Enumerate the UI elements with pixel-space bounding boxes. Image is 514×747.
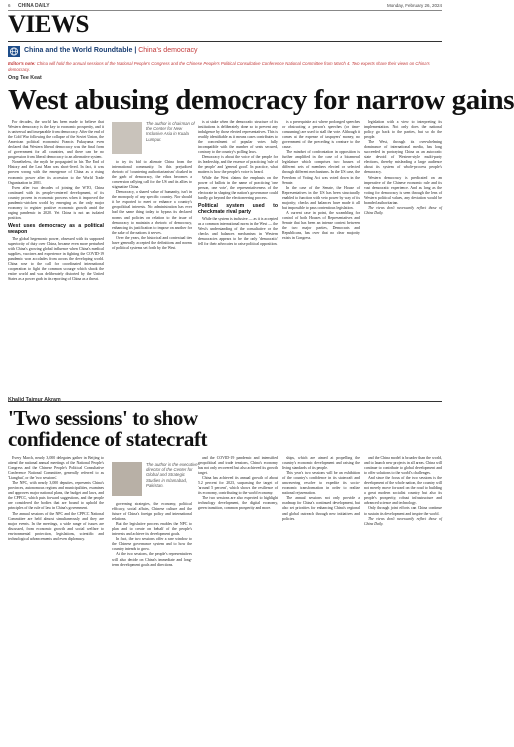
- roundtable-title: China and the World Roundtable | China's democracy: [24, 47, 198, 54]
- paragraph: Nonetheless, the myth he propagated in his The End of History and the Last Man was short-lived. In fact, it was proven wrong with the emergence of China as a rising economic power after its accession to the World Trade Organization in 2001.: [8, 160, 104, 185]
- article1-author-note: The author is chairman of the Center for New Inclusive Asia in Kuala Lumpur.: [146, 121, 195, 142]
- paragraph: Even after two decades of joining the WTO, China continued with its people-centered development, of its country proven in economic prowess when it improved the pandemic-stricken world by emerging as the only major economy to register positive economic growth amid the raging pandemic in 2020. Yet China is not an isolated position.: [8, 185, 104, 220]
- article1-col5: [364, 120, 442, 398]
- article2-headline-line2: confidence of statecraft: [8, 427, 208, 451]
- paragraph: ships, which are aimed at propelling the country's economic development and raising the living standards of its people.: [282, 456, 360, 471]
- paragraph: legislation with a view to interpreting its implementation. Not only does the national policy go back to the parties, but so do the people.: [364, 120, 442, 140]
- paragraph: This year's two sessions will be an exhibition of the country's confidence in its statecraft and unwavering resolve to expedite its socio-economic transformation in order to realize national rejuvenation.: [282, 471, 360, 496]
- paragraph: The annual sessions of the NPC and the CPPCC National Committee are held almost simultaneously and they are major events. In the meetings, a wide range of issues are discussed, from economic growth and social welfare to environmental protection, legislations, scientific and technological advancements and even diplomacy.: [8, 511, 104, 541]
- author-photo: [112, 462, 142, 496]
- article1-col2: [112, 160, 192, 398]
- paragraph: Democracy, a shared value of humanity, isn't in the monopoly of any specific country. Nor should it be exported to meet or enhance a country's geopolitical interests. No administration has ever had the same thing today to bypass its declared norms and policies on relation to the issue of democracy to maintain a rhetoric of democracy, enhancing its justification to impose on another for the sake of the nations it serves.: [112, 190, 192, 235]
- paragraph: At the two sessions, the people's representatives will also decide on China's immediate and long-term development goals and directions.: [112, 552, 192, 567]
- editors-note: [8, 61, 442, 73]
- paragraph: While the system is inclusive — as it is accepted as a common international norm in the West — the West's understanding of the consultative or the checks and balances mechanism in Western democracies appears to be the only 'democratic' fell for their advocates to raise political opposition.: [198, 216, 278, 246]
- article1-subhead-1: West uses democracy as a political weapon: [8, 222, 104, 236]
- article1-headline: West abusing democracy for narrow gains: [8, 84, 514, 116]
- page-number: 6: [8, 3, 11, 8]
- paragraph: Western democracy is predicated on an imperative of the Chinese economic rule and its vast democratic experience. And as long as the voting for democracy is seen through the lens of Western political values, any deviation would be branded authoritarian.: [364, 175, 442, 205]
- article1-col3: [198, 120, 278, 398]
- article1-byline: Ong Tee Keat: [8, 75, 42, 81]
- article2-col1: [8, 456, 104, 744]
- article2-author-note: The author is the executive director of the Center for Global and Strategic Studies in Islamabad, Pakistan.: [146, 462, 198, 488]
- paragraph: But the legislative process enables the NPC to plan and to create on behalf of the people's interests and achieve its development goals.: [112, 522, 192, 537]
- globe-icon: [8, 46, 20, 57]
- paragraph: The mindset of confrontation in opposition is further amplified in the case of a bicameral legislature which comprises two houses of different sets of members elected or selected through different mechanisms. In the US case, the Freedom of Voting Act was voted down in the Senate.: [282, 150, 360, 185]
- paragraph: is at stake when the democratic structure of its institutions is deliberately done so to prevent any indulgence by those elected representatives. This is readily identifiable as it means cases contributes to the concealment of popular votes fully incompatible with the number of seats secured, contrary to the country's polling laws.: [198, 120, 278, 155]
- newspaper-page: [8, 0, 514, 747]
- editors-note-label: Editor's note:: [8, 61, 36, 66]
- paragraph: While the West claims the emphasis on the power of ballots in the name of practicing 'one person, one vote', the representativeness of the electorate in shaping the nation's governance could hardly go beyond the electioneering process.: [198, 175, 278, 200]
- article2-byline: Khalid Taimur Akram: [8, 397, 61, 403]
- paragraph: and the COVID-19 pandemic and intensified geopolitical and trade tensions, China's economy has not only recovered but also achieved its growth target.: [198, 456, 278, 476]
- paragraph: The annual sessions not only provide a roadmap for China's continued development, but also set priorities for enhancing China's regional and global outreach through new initiatives and policies.: [282, 496, 360, 521]
- editors-note-text: China will hold the annual sessions of the National People's Congress and the Chinese People's Political Consultative Conference National Committee from March 4. Two experts share their views on China's democracy.: [8, 61, 430, 72]
- article2-disclaimer: The views don't necessarily reflect those of China Daily.: [364, 516, 442, 526]
- paragraph: A current case in point, the scrambling for control of both Houses of Representatives and Senate that has been an intense contest between the two major parties, Democrats and Republicans, has over that no clear majority exists in Congress.: [282, 210, 360, 241]
- paragraph: China has achieved its annual growth of about 5.2 percent for 2023, surpassing the target of 'around 5 percent', which shows the resilience of its economy, contributing to the world economy.: [198, 476, 278, 496]
- article1-col4: [282, 120, 360, 398]
- paragraph: is a prerequisite act where prolonged speeches or obstructing a person's speeches (or time-consuming) are used to stall the vote. Although it comes at the expense of taxpayers' money, no government of the preceding is creature to the cause.: [282, 120, 360, 150]
- paragraph: to try its bid to alienate China from the international community. In this prejudiced rhetoric of 'countering authoritarianism' cloaked in the garb of democracy, the ethos becomes a conversion rallying call for the US and its allies to stigmatize China.: [112, 160, 192, 190]
- article-divider: [8, 401, 442, 402]
- section-rule: [8, 41, 442, 42]
- paragraph: governing strategies, the economy, political efficacy, social affairs, Chinese culture and the future of China's foreign policy and international relations.: [112, 502, 192, 522]
- article1-col1: [8, 120, 104, 398]
- paragraph: Only through joint efforts can China continue to sustain its development and inspire the world.: [364, 506, 442, 516]
- roundtable-bar: [8, 46, 442, 58]
- paragraph: The NPC, with nearly 3,000 deputies, represents China's provinces, autonomous regions and municipalities, examines and approves major national plans, the budget and laws, and the CPPCC, which puts forward suggestions, and the people are considered the bodies that are bound to uphold the principles of the rule of law in China's government.: [8, 481, 104, 511]
- issue-date: Monday, February 26, 2024: [387, 3, 442, 8]
- paragraph: The West, through its overwhelming dominance of international media, has long succeeded in portraying China as an autocratic state devoid of Western-style multi-party elections, thereby misleading a large audience about its system of whole-process people's democracy.: [364, 140, 442, 175]
- paragraph: The two sessions are also expected to highlight technology development, the digital economy, green transition, common prosperity and more.: [198, 496, 278, 511]
- paragraph: In the case of the Senate, the House of Representatives in the US has been structurally enabled to function with veto power by way of its majority; checks and balances have made it all but impossible to pass contentious legislation.: [282, 185, 360, 210]
- paragraph: The global hegemonic power, obsessed with its supposed superiority of duty over China, became even more perturbed with China's growing global influence when China's medical supplies, vaccines and experience in fighting the COVID-19 pandemic won accolades from across the developing world. China rose to the call for coordinated international cooperation to fight the common scourge which shook the entire world and was deliberately distorted by the United States as a power grab in its reporting of China as a threat.: [8, 236, 104, 282]
- article1-subhead-2: Political system used to checkmate rival party: [198, 202, 278, 216]
- paragraph: and the China model is broader than the world, and to launch new projects in all areas. China will continue to contribute to global development and to offer solutions to the world's challenges.: [364, 456, 442, 476]
- article1-disclaimer: The views don't necessarily reflect those of China Daily.: [364, 205, 442, 215]
- paragraph: For decades, the world has been made to believe that Western democracy is the key to economic prosperity, and it is universal and inseparable from democracy. After the end of the Cold War following the collapse of the Soviet Union, the American political economist Francis Fukuyama even declared that Western liberal democracy was the final form of government for all countries, and there can be no progression from liberal democracy to an alternative system.: [8, 120, 104, 160]
- paragraph: In fact, the two sessions offer a rare window to the Chinese governance system and to how the country intends to grow.: [112, 537, 192, 552]
- article2-col5: [364, 456, 442, 744]
- paragraph: Every March, nearly 3,000 delegates gather in Beijing to attend the national annual meetings of the National People's Congress and the Chinese People's Political Consultative Conference National Committee, generally referred to as 'Lianghui', or the 'two sessions'.: [8, 456, 104, 481]
- paragraph: Over the years, the historical and contextual ties have generally accepted the definitions and norms of political systems set forth by the West.: [112, 235, 192, 250]
- paragraph: And since the focus of the two sessions is the development of the whole nation, the country will not merely move forward on the road to building a great modern socialist country but also its people's prosperity, robust infrastructure and advanced science and technology.: [364, 476, 442, 506]
- article2-col2: [112, 502, 192, 744]
- article2-headline-line1: 'Two sessions' to show: [8, 406, 198, 430]
- author-photo: [112, 122, 142, 154]
- section-title: VIEWS: [8, 11, 89, 38]
- article2-col4: [282, 456, 360, 744]
- roundtable-subtitle: China's democracy: [138, 47, 198, 54]
- paragraph: Democracy is about the voice of the people for its leadership, and the essence of practicing 'rule of the people' and 'general good'. In practice, what matters is how the people's voice is heard.: [198, 155, 278, 175]
- paper-name: CHINA DAILY: [18, 2, 50, 9]
- article2-col3: [198, 456, 278, 744]
